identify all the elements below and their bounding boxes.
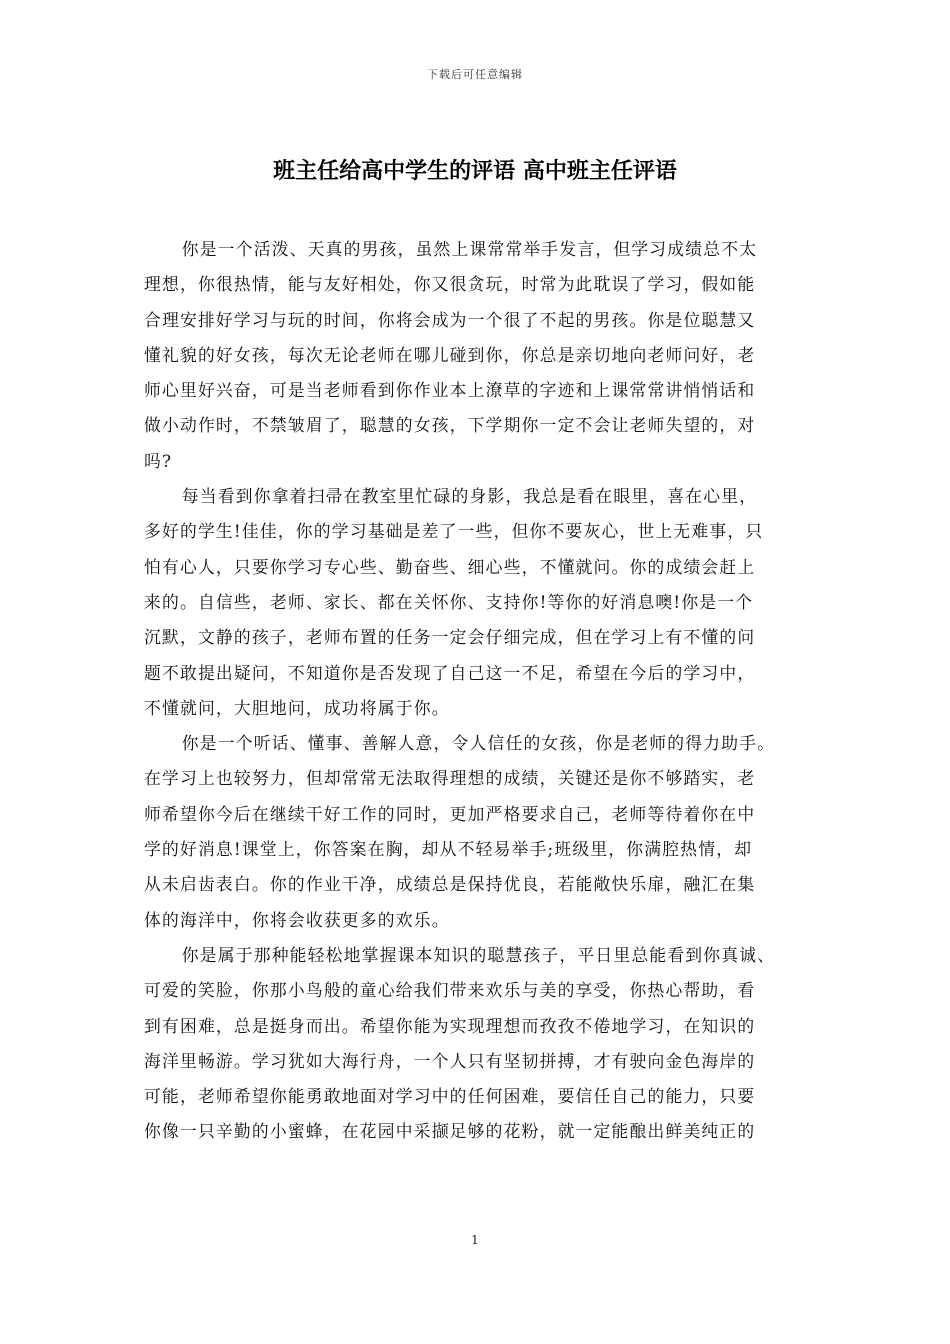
paragraph-1: 你是一个活泼、天真的男孩，虽然上课常常举手发言，但学习成绩总不太 理想，你很热情，能与友好相处，你又很贪玩，时常为此耽误了学习，假如能 合理安排好学习与玩的时间，你将会成为一个很了不起的男孩。你是位聪慧又 懂礼貌的好女孩，每次无论老师在哪儿碰到你，你总是亲切地向老师问好，老 师心里好兴奋，可是当老师看到你作业本上潦草的字迹和上课常常讲悄悄话和 做小动作时，不禁皱眉了，聪慧的女孩，下学期你一定不会让老师失望的，对 吗? [144,239,758,471]
document-body [144,232,807,1150]
header-note: 下载后可任意编辑 [427,68,523,81]
paragraph-2: 每当看到你拿着扫帚在教室里忙碌的身影，我总是看在眼里，喜在心里， 多好的学生!佳佳，你的学习基础是差了一些，但你不要灰心，世上无难事，只 怕有心人，只要你学习专心些、勤奋些、细心些，不懂就问。你的成绩会赶上 来的。自信些，老师、家长、都在关怀你、支持你!等你的好消息噢!你是一个 沉默，文静的孩子，老师布置的任务一定会仔细完成，但在学习上有不懂的问 题不敢提出疑问，不知道你是否发现了自己这一不足，希望在今后的学习中， 不懂就问，大胆地问，成功将属于你。 [144,486,764,718]
page-number: 1 [471,1233,479,1247]
page-title: 班主任给高中学生的评语 高中班主任评语 [273,159,677,184]
paragraph-4: 你是属于那种能轻松地掌握课本知识的聪慧孩子，平日里总能看到你真诚、 可爱的笑脸，你那小鸟般的童心给我们带来欢乐与美的享受，你热心帮助，看 到有困难，总是挺身而出。希望你能为实现理想而孜孜不倦地学习，在知识的 海洋里畅游。学习犹如大海行舟，一个人只有坚韧拼搏，才有驶向金色海岸的 可能，老师希望你能勇敢地面对学习中的任何困难，要信任自己的能力，只要 你像一只辛勤的小蜜蜂，在花园中采撷足够的花粉，就一定能酿出鲜美纯正的 [144,944,776,1142]
paragraph-3: 你是一个听话、懂事、善解人意，令人信任的女孩，你是老师的得力助手。 在学习上也较努力，但却常常无法取得理想的成绩，关键还是你不够踏实，老 师希望你今后在继续干好工作的同时，更加严格要求自己，老师等待着你在中 学的好消息!课堂上，你答案在胸，却从不轻易举手;班级里，你满腔热情，却 从未启齿表白。你的作业干净，成绩总是保持优良，若能敞快乐扉，融汇在集 体的海洋中，你将会收获更多的欢乐。 [144,733,776,930]
